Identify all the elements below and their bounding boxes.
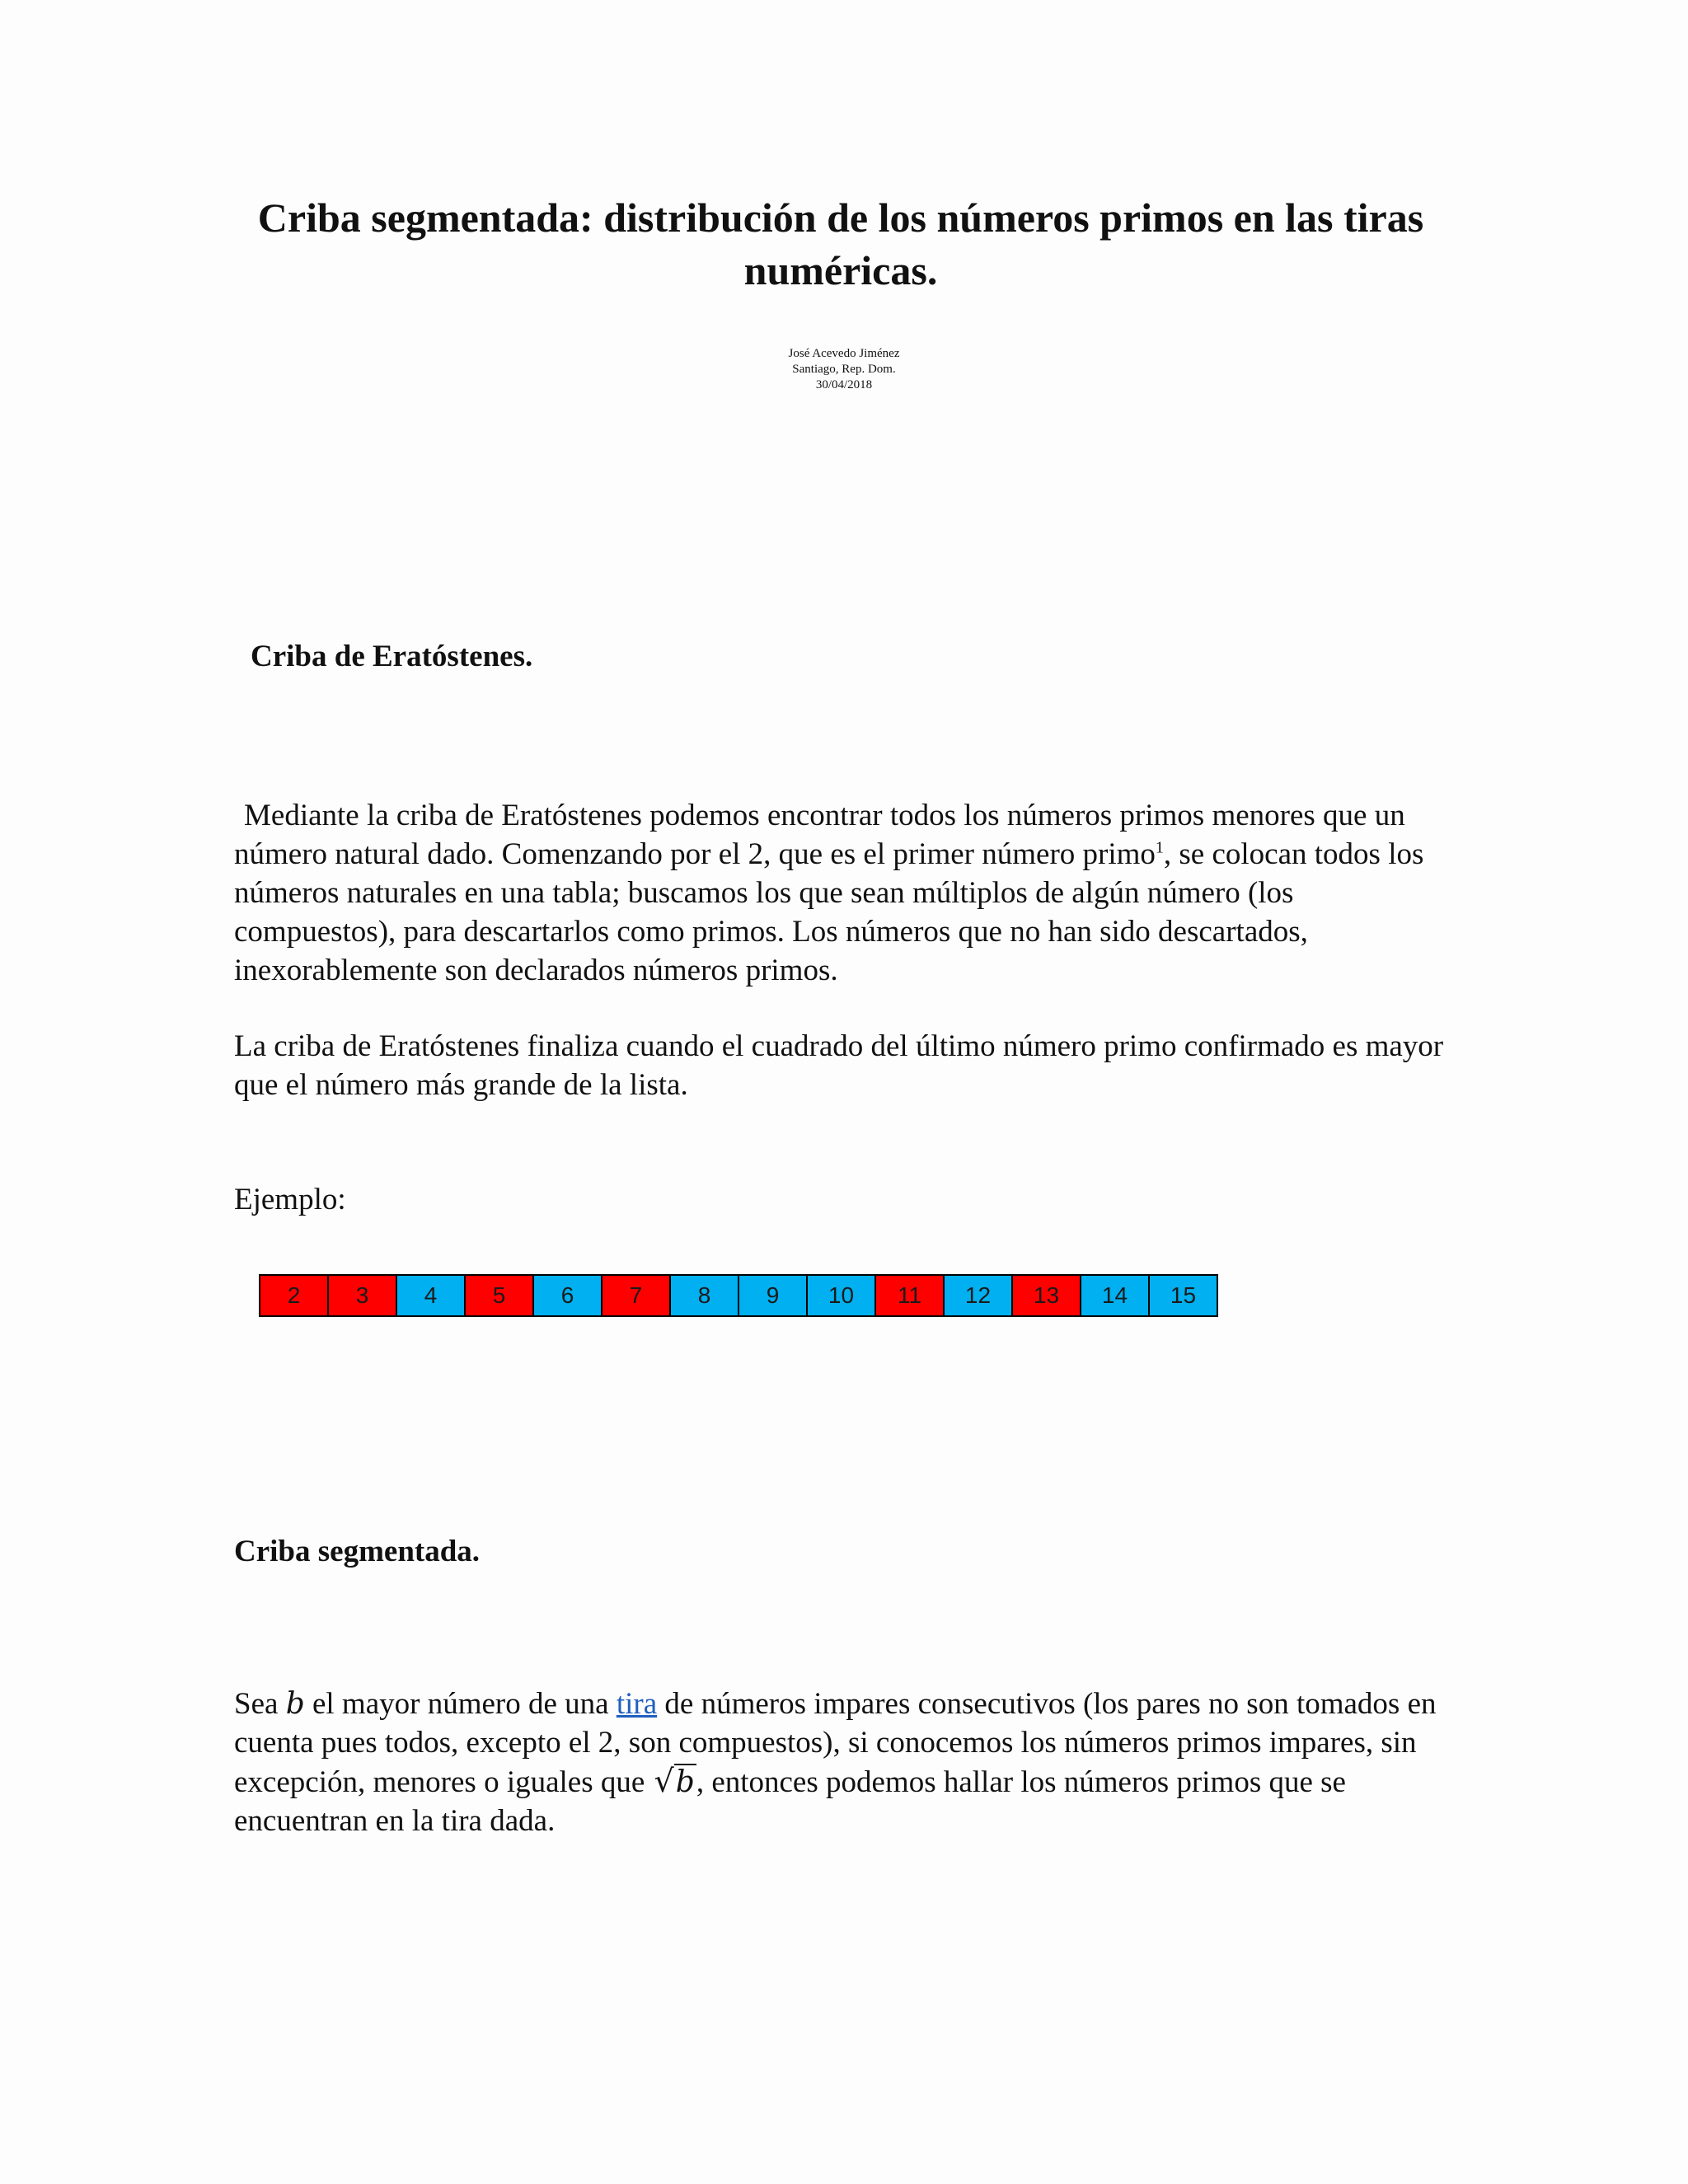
- paragraph-intro-text-b: , se colocan todos los números naturales en una tabla; buscamos los que sean múltiplos de algún número (los compuestos), para descartarlos como primos. Los números que no han sido descartados, inexorablemente son declarados números primos.: [234, 837, 1424, 987]
- paragraph-intro: [234, 796, 1446, 990]
- strip-cell-prime: 3: [329, 1276, 397, 1315]
- strip-cell-prime: 11: [876, 1276, 945, 1315]
- author-block: [679, 346, 1009, 393]
- strip-cell-composite: 12: [945, 1276, 1013, 1315]
- strip-cell-prime: 7: [603, 1276, 671, 1315]
- author-date: 30/04/2018: [815, 378, 873, 391]
- sqrt-b-expression: [653, 1762, 696, 1802]
- author-place: Santiago, Rep. Dom.: [792, 363, 896, 376]
- tira-link[interactable]: tira: [616, 1687, 658, 1721]
- text-segment: , entonces podemos hallar los números primos que se encuentran en la tira dada.: [234, 1765, 1346, 1838]
- author-name: José Acevedo Jiménez: [788, 347, 900, 360]
- variable-b: b: [285, 1687, 305, 1721]
- strip-cell-composite: 8: [671, 1276, 739, 1315]
- strip-cell-composite: 14: [1081, 1276, 1150, 1315]
- radical-sign: √: [654, 1763, 674, 1799]
- sqrt-argument: b: [675, 1765, 695, 1799]
- footnote-reference[interactable]: 1: [1155, 838, 1164, 857]
- strip-cell-prime: 5: [466, 1276, 534, 1315]
- number-strip: [259, 1274, 1218, 1317]
- strip-cell-composite: 10: [808, 1276, 876, 1315]
- document-title: Criba segmentada: distribución de los números primos en las tiras numéricas.: [257, 194, 1424, 293]
- paragraph-segmented-sieve: [234, 1685, 1446, 1840]
- section-heading-eratostenes: Criba de Eratóstenes.: [251, 640, 533, 673]
- section-heading-criba-segmentada: Criba segmentada.: [234, 1535, 481, 1568]
- text-segment: de números impares consecutivos (los pares no son tomados en cuenta pues todos, excepto el 2, son compuestos), si conocemos los números primos impares, sin excepción, menores o iguales que: [234, 1687, 1437, 1799]
- strip-cell-composite: 6: [534, 1276, 603, 1315]
- example-label: Ejemplo:: [234, 1183, 346, 1216]
- text-segment: Sea: [234, 1687, 286, 1721]
- strip-cell-prime: 13: [1013, 1276, 1081, 1315]
- paragraph-intro-text-a: Mediante la criba de Eratóstenes podemos encontrar todos los números primos menores que un número natural dado. Comenzando por el 2, que es el primer número primo: [234, 799, 1405, 871]
- strip-cell-composite: 15: [1150, 1276, 1217, 1315]
- strip-cell-composite: 9: [739, 1276, 808, 1315]
- text-segment: el mayor número de una: [304, 1687, 617, 1721]
- paragraph-end-condition: La criba de Eratóstenes finaliza cuando el cuadrado del último número primo confirmado es mayor que el número más grande de la lista.: [234, 1029, 1444, 1102]
- strip-cell-composite: 4: [397, 1276, 466, 1315]
- strip-cell-prime: 2: [260, 1276, 329, 1315]
